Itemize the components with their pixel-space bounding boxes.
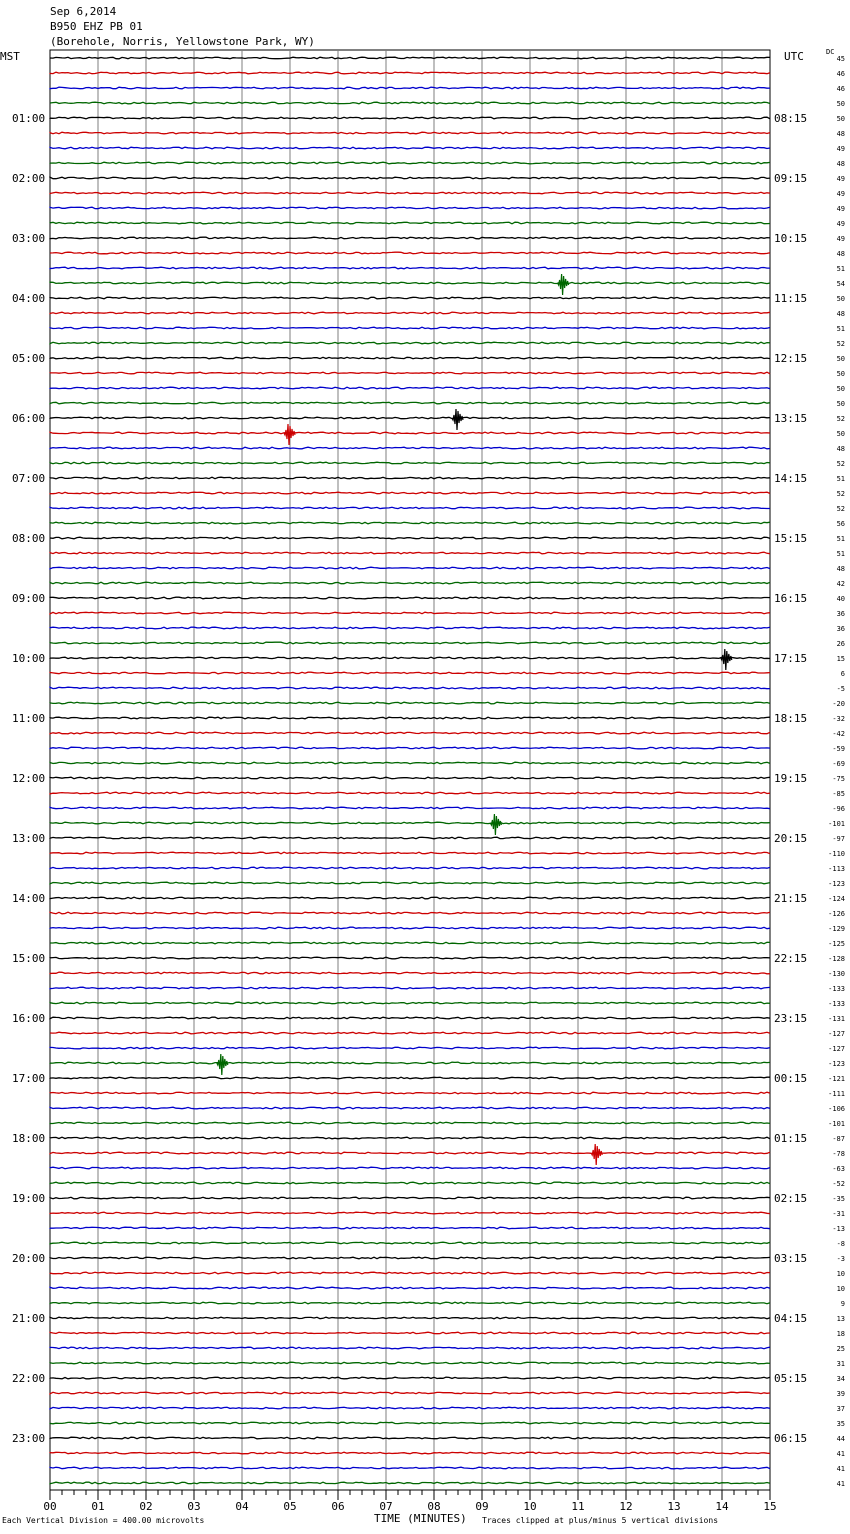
trace-line xyxy=(50,1137,770,1139)
dc-offset-label: -31 xyxy=(832,1210,845,1218)
clip-note: Traces clipped at plus/minus 5 vertical divisions xyxy=(482,1516,719,1525)
trace-line xyxy=(50,252,770,254)
x-tick-label: 06 xyxy=(331,1500,345,1513)
dc-offset-label: 52 xyxy=(836,340,845,348)
trace-line xyxy=(50,702,770,704)
dc-offset-label: -131 xyxy=(828,1015,845,1023)
trace-line xyxy=(50,1062,770,1064)
plot-frame xyxy=(50,50,770,1490)
dc-offset-label: -85 xyxy=(832,790,845,798)
dc-offset-label: 49 xyxy=(836,175,845,183)
trace-line xyxy=(50,657,770,659)
trace-line xyxy=(50,762,770,764)
trace-line xyxy=(50,1212,770,1214)
dc-offset-label: -69 xyxy=(832,760,845,768)
utc-hour-label: 03:15 xyxy=(774,1252,808,1265)
utc-hour-label: 06:15 xyxy=(774,1432,808,1445)
dc-offset-label: -128 xyxy=(828,955,845,963)
dc-offset-label: -52 xyxy=(832,1180,845,1188)
mst-hour-label: 11:00 xyxy=(12,712,46,725)
dc-offset-label: 49 xyxy=(836,235,845,243)
utc-hour-label: 11:15 xyxy=(774,292,808,305)
dc-offset-label: 48 xyxy=(836,565,845,573)
trace-line xyxy=(50,267,770,269)
dc-offset-label: -124 xyxy=(828,895,845,903)
dc-offset-label: 50 xyxy=(836,355,845,363)
dc-offset-label: 41 xyxy=(836,1480,845,1488)
trace-line xyxy=(50,792,770,794)
dc-offset-label: 44 xyxy=(836,1435,845,1443)
dc-offset-label: -110 xyxy=(828,850,845,858)
dc-offset-label: 49 xyxy=(836,220,845,228)
dc-offset-label: -133 xyxy=(828,985,845,993)
trace-line xyxy=(50,297,770,299)
dc-offset-label: 13 xyxy=(836,1315,845,1323)
trace-line xyxy=(50,732,770,734)
dc-offset-label: 49 xyxy=(836,205,845,213)
x-tick-label: 12 xyxy=(619,1500,633,1513)
trace-line xyxy=(50,642,770,644)
dc-offset-label: 52 xyxy=(836,490,845,498)
trace-line xyxy=(50,1437,770,1439)
mst-hour-label: 07:00 xyxy=(12,472,46,485)
trace-line xyxy=(50,327,770,329)
dc-offset-label: 10 xyxy=(836,1270,845,1278)
trace-line xyxy=(50,387,770,389)
trace-line xyxy=(50,1317,770,1319)
dc-offset-label: -63 xyxy=(832,1165,845,1173)
dc-offset-label: -113 xyxy=(828,865,845,873)
trace-line xyxy=(50,627,770,629)
dc-offset-label: 56 xyxy=(836,520,845,528)
trace-line xyxy=(50,1227,770,1229)
x-tick-label: 11 xyxy=(571,1500,585,1513)
mst-hour-label: 05:00 xyxy=(12,352,46,365)
trace-line xyxy=(50,402,770,404)
utc-hour-label: 12:15 xyxy=(774,352,808,365)
station-channel: B950 EHZ PB 01 xyxy=(50,20,143,33)
utc-hour-label: 04:15 xyxy=(774,1312,808,1325)
trace-line xyxy=(50,447,770,449)
x-tick-label: 00 xyxy=(43,1500,57,1513)
trace-line xyxy=(50,1032,770,1034)
dc-offset-label: 51 xyxy=(836,535,845,543)
trace-line xyxy=(50,162,770,164)
trace-line xyxy=(50,1167,770,1169)
dc-offset-label: -78 xyxy=(832,1150,845,1158)
dc-offset-label: 46 xyxy=(836,85,845,93)
dc-offset-label: 51 xyxy=(836,325,845,333)
trace-line xyxy=(50,972,770,974)
dc-offset-label: -32 xyxy=(832,715,845,723)
trace-line xyxy=(50,192,770,194)
utc-hour-label: 16:15 xyxy=(774,592,808,605)
dc-offset-label: 51 xyxy=(836,550,845,558)
dc-offset-label: -96 xyxy=(832,805,845,813)
trace-line xyxy=(50,747,770,749)
utc-hour-label: 20:15 xyxy=(774,832,808,845)
mst-hour-label: 23:00 xyxy=(12,1432,46,1445)
dc-offset-label: -123 xyxy=(828,1060,845,1068)
station-location: (Borehole, Norris, Yellowstone Park, WY) xyxy=(50,35,315,48)
dc-offset-label: -111 xyxy=(828,1090,845,1098)
utc-hour-label: 23:15 xyxy=(774,1012,808,1025)
dc-offset-label: -20 xyxy=(832,700,845,708)
dc-offset-label: -8 xyxy=(836,1240,845,1248)
utc-hour-label: 08:15 xyxy=(774,112,808,125)
dc-offset-label: 54 xyxy=(836,280,845,288)
dc-offset-label: 48 xyxy=(836,310,845,318)
trace-line xyxy=(50,462,770,464)
dc-offset-label: 40 xyxy=(836,595,845,603)
x-tick-label: 13 xyxy=(667,1500,681,1513)
utc-hour-label: 22:15 xyxy=(774,952,808,965)
dc-offset-label: -42 xyxy=(832,730,845,738)
utc-hour-label: 01:15 xyxy=(774,1132,808,1145)
x-tick-label: 15 xyxy=(763,1500,777,1513)
trace-line xyxy=(50,1347,770,1349)
dc-offset-label: 50 xyxy=(836,385,845,393)
trace-line xyxy=(50,1287,770,1289)
dc-offset-label: 46 xyxy=(836,70,845,78)
trace-line xyxy=(50,1017,770,1019)
dc-offset-label: -133 xyxy=(828,1000,845,1008)
utc-hour-label: 00:15 xyxy=(774,1072,808,1085)
dc-offset-label: -87 xyxy=(832,1135,845,1143)
trace-line xyxy=(50,567,770,569)
dc-offset-label: 15 xyxy=(836,655,845,663)
dc-label: DC xyxy=(826,48,835,56)
seismic-event-spike xyxy=(452,409,463,430)
utc-hour-label: 17:15 xyxy=(774,652,808,665)
trace-line xyxy=(50,237,770,239)
dc-offset-label: 39 xyxy=(836,1390,845,1398)
trace-line xyxy=(50,1092,770,1094)
dc-offset-label: 52 xyxy=(836,505,845,513)
x-tick-label: 02 xyxy=(139,1500,153,1513)
trace-line xyxy=(50,1302,770,1304)
dc-offset-label: -97 xyxy=(832,835,845,843)
dc-offset-label: -13 xyxy=(832,1225,845,1233)
mst-hour-label: 16:00 xyxy=(12,1012,46,1025)
trace-line xyxy=(50,1467,770,1469)
seismic-event-spike xyxy=(217,1054,228,1075)
trace-line xyxy=(50,867,770,869)
mst-hour-label: 02:00 xyxy=(12,172,46,185)
trace-line xyxy=(50,312,770,314)
trace-line xyxy=(50,822,770,824)
dc-offset-label: 49 xyxy=(836,145,845,153)
trace-line xyxy=(50,1257,770,1259)
dc-offset-label: 34 xyxy=(836,1375,845,1383)
utc-hour-label: 21:15 xyxy=(774,892,808,905)
dc-offset-label: 48 xyxy=(836,445,845,453)
dc-offset-label: 10 xyxy=(836,1285,845,1293)
mst-hour-label: 15:00 xyxy=(12,952,46,965)
trace-line xyxy=(50,57,770,59)
x-tick-label: 14 xyxy=(715,1500,729,1513)
dc-offset-label: 51 xyxy=(836,265,845,273)
utc-hour-label: 18:15 xyxy=(774,712,808,725)
trace-line xyxy=(50,177,770,179)
dc-offset-label: -125 xyxy=(828,940,845,948)
mst-hour-label: 08:00 xyxy=(12,532,46,545)
trace-line xyxy=(50,207,770,209)
utc-hour-label: 09:15 xyxy=(774,172,808,185)
dc-offset-label: 51 xyxy=(836,475,845,483)
trace-line xyxy=(50,897,770,899)
trace-line xyxy=(50,1107,770,1109)
dc-offset-label: 48 xyxy=(836,130,845,138)
trace-line xyxy=(50,87,770,89)
trace-line xyxy=(50,552,770,554)
mst-hour-label: 06:00 xyxy=(12,412,46,425)
mst-hour-label: 17:00 xyxy=(12,1072,46,1085)
trace-line xyxy=(50,672,770,674)
trace-line xyxy=(50,537,770,539)
dc-offset-label: 31 xyxy=(836,1360,845,1368)
seismic-event-spike xyxy=(558,274,569,295)
x-tick-label: 04 xyxy=(235,1500,249,1513)
utc-hour-label: 19:15 xyxy=(774,772,808,785)
seismic-event-spike xyxy=(284,424,295,445)
dc-offset-label: 18 xyxy=(836,1330,845,1338)
utc-hour-label: 15:15 xyxy=(774,532,808,545)
dc-offset-label: -75 xyxy=(832,775,845,783)
dc-offset-label: 26 xyxy=(836,640,845,648)
dc-offset-label: -101 xyxy=(828,820,845,828)
trace-line xyxy=(50,957,770,959)
trace-line xyxy=(50,1122,770,1124)
dc-offset-label: -127 xyxy=(828,1030,845,1038)
dc-offset-label: 52 xyxy=(836,415,845,423)
mst-hour-label: 09:00 xyxy=(12,592,46,605)
trace-line xyxy=(50,117,770,119)
trace-line xyxy=(50,522,770,524)
dc-offset-label: 41 xyxy=(836,1450,845,1458)
dc-offset-label: 6 xyxy=(840,670,845,678)
x-tick-label: 07 xyxy=(379,1500,393,1513)
seismic-event-spike xyxy=(490,814,501,835)
trace-line xyxy=(50,492,770,494)
trace-line xyxy=(50,132,770,134)
dc-offset-label: 9 xyxy=(840,1300,845,1308)
x-tick-label: 08 xyxy=(427,1500,441,1513)
trace-line xyxy=(50,417,770,419)
dc-offset-label: -3 xyxy=(836,1255,845,1263)
dc-offset-label: 48 xyxy=(836,160,845,168)
dc-offset-label: -106 xyxy=(828,1105,845,1113)
trace-line xyxy=(50,1362,770,1364)
trace-line xyxy=(50,1422,770,1424)
dc-offset-label: 37 xyxy=(836,1405,845,1413)
mst-hour-label: 19:00 xyxy=(12,1192,46,1205)
trace-line xyxy=(50,612,770,614)
trace-line xyxy=(50,852,770,854)
dc-offset-label: 36 xyxy=(836,610,845,618)
trace-line xyxy=(50,357,770,359)
dc-offset-label: 45 xyxy=(836,55,845,63)
dc-offset-label: 50 xyxy=(836,100,845,108)
trace-line xyxy=(50,1152,770,1154)
dc-offset-label: 50 xyxy=(836,295,845,303)
dc-offset-label: 50 xyxy=(836,400,845,408)
left-timezone-label: MST xyxy=(0,50,20,63)
right-timezone-label: UTC xyxy=(784,50,804,63)
dc-offset-label: 50 xyxy=(836,370,845,378)
trace-line xyxy=(50,942,770,944)
dc-offset-label: -35 xyxy=(832,1195,845,1203)
trace-line xyxy=(50,1182,770,1184)
trace-line xyxy=(50,1002,770,1004)
trace-line xyxy=(50,1377,770,1379)
trace-line xyxy=(50,372,770,374)
dc-offset-label: -126 xyxy=(828,910,845,918)
trace-line xyxy=(50,102,770,104)
trace-line xyxy=(50,1407,770,1409)
mst-hour-label: 13:00 xyxy=(12,832,46,845)
scale-note: Each Vertical Division = 400.00 microvolts xyxy=(2,1516,205,1525)
trace-line xyxy=(50,222,770,224)
dc-offset-label: -129 xyxy=(828,925,845,933)
dc-offset-label: 25 xyxy=(836,1345,845,1353)
trace-line xyxy=(50,1242,770,1244)
utc-hour-label: 13:15 xyxy=(774,412,808,425)
utc-hour-label: 14:15 xyxy=(774,472,808,485)
mst-hour-label: 18:00 xyxy=(12,1132,46,1145)
dc-offset-label: 52 xyxy=(836,460,845,468)
station-date: Sep 6,2014 xyxy=(50,5,117,18)
time-axis-label: TIME (MINUTES) xyxy=(374,1512,467,1525)
dc-offset-label: -101 xyxy=(828,1120,845,1128)
trace-line xyxy=(50,987,770,989)
dc-offset-label: -130 xyxy=(828,970,845,978)
mst-hour-label: 14:00 xyxy=(12,892,46,905)
trace-line xyxy=(50,1332,770,1334)
mst-hour-label: 22:00 xyxy=(12,1372,46,1385)
trace-line xyxy=(50,1197,770,1199)
dc-offset-label: 42 xyxy=(836,580,845,588)
trace-line xyxy=(50,597,770,599)
dc-offset-label: 35 xyxy=(836,1420,845,1428)
mst-hour-label: 04:00 xyxy=(12,292,46,305)
x-tick-label: 10 xyxy=(523,1500,537,1513)
trace-line xyxy=(50,807,770,809)
trace-line xyxy=(50,717,770,719)
mst-hour-label: 03:00 xyxy=(12,232,46,245)
dc-offset-label: -59 xyxy=(832,745,845,753)
dc-offset-label: -5 xyxy=(836,685,845,693)
utc-hour-label: 10:15 xyxy=(774,232,808,245)
trace-line xyxy=(50,1392,770,1394)
seismic-event-spike xyxy=(591,1144,602,1165)
dc-offset-label: 49 xyxy=(836,190,845,198)
mst-hour-label: 10:00 xyxy=(12,652,46,665)
dc-offset-label: -127 xyxy=(828,1045,845,1053)
trace-line xyxy=(50,687,770,689)
dc-offset-label: 41 xyxy=(836,1465,845,1473)
dc-offset-label: 50 xyxy=(836,430,845,438)
trace-line xyxy=(50,1482,770,1484)
dc-offset-label: 36 xyxy=(836,625,845,633)
x-tick-label: 05 xyxy=(283,1500,297,1513)
mst-hour-label: 01:00 xyxy=(12,112,46,125)
trace-line xyxy=(50,837,770,839)
trace-line xyxy=(50,1077,770,1079)
trace-line xyxy=(50,1272,770,1274)
mst-hour-label: 12:00 xyxy=(12,772,46,785)
x-tick-label: 01 xyxy=(91,1500,105,1513)
trace-line xyxy=(50,477,770,479)
dc-offset-label: 50 xyxy=(836,115,845,123)
dc-offset-label: -121 xyxy=(828,1075,845,1083)
utc-hour-label: 05:15 xyxy=(774,1372,808,1385)
trace-line xyxy=(50,282,770,284)
trace-line xyxy=(50,507,770,509)
mst-hour-label: 20:00 xyxy=(12,1252,46,1265)
mst-hour-label: 21:00 xyxy=(12,1312,46,1325)
trace-line xyxy=(50,582,770,584)
trace-line xyxy=(50,912,770,914)
trace-line xyxy=(50,432,770,434)
dc-offset-label: -123 xyxy=(828,880,845,888)
trace-line xyxy=(50,1047,770,1049)
trace-line xyxy=(50,72,770,74)
dc-offset-label: 48 xyxy=(836,250,845,258)
trace-line xyxy=(50,882,770,884)
trace-line xyxy=(50,777,770,779)
trace-line xyxy=(50,1452,770,1454)
trace-line xyxy=(50,342,770,344)
x-tick-label: 09 xyxy=(475,1500,489,1513)
x-tick-label: 03 xyxy=(187,1500,201,1513)
trace-line xyxy=(50,147,770,149)
utc-hour-label: 02:15 xyxy=(774,1192,808,1205)
trace-line xyxy=(50,927,770,929)
